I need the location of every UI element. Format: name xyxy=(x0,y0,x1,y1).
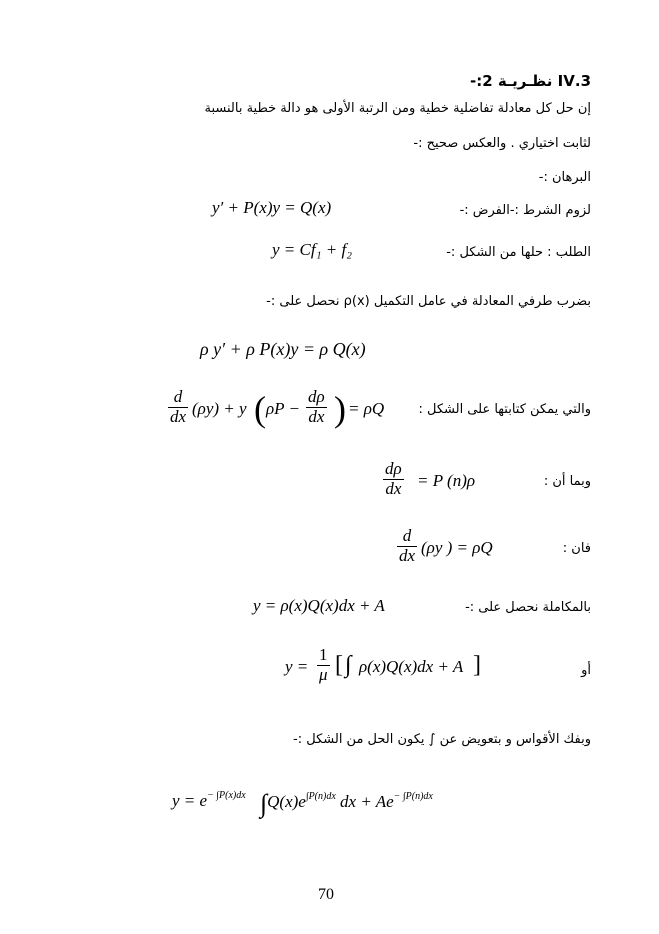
write-label: والتي يمكن كتابتها على الشكل : xyxy=(418,402,591,417)
required-label: الطلب : حلها من الشكل :- xyxy=(446,245,591,260)
integrate-label: بالمكاملة نحصل على :- xyxy=(465,600,591,615)
required-equation: y = Cf₁ + f₂ xyxy=(272,240,353,259)
assumption-label: لزوم الشرط :-الفرض :- xyxy=(459,203,591,218)
assumption-equation: y′ + P(x)y = Q(x) xyxy=(212,198,332,217)
equation-rho: ρ y′ + ρ P(x)y = ρ Q(x) xyxy=(200,339,366,359)
integrated-equation: y = ρ(x)Q(x)dx + A xyxy=(253,596,385,615)
intro-line-1: إن حل كل معادلة تفاضلية خطية ومن الرتبة الأولى هو دالة خطية بالنسبة xyxy=(204,101,591,116)
equation-mu-form: y = $\frac{1}{\mu}$ [ ∫ ρ(x)Q(x)dx + A ] xyxy=(285,645,481,684)
page-number: 70 xyxy=(318,886,334,903)
theorem-title: 3.IV نظـريـة 2:- xyxy=(469,72,591,90)
then-label: فان : xyxy=(562,541,591,556)
multiply-text: بضرب طرفي المعادلة في عامل التكميل ρ(x) نحصل على :- xyxy=(266,294,591,309)
since-label: وبما أن : xyxy=(543,474,591,489)
or-label: أو xyxy=(581,663,591,678)
intro-line-2: لثابت اختياري . والعكس صحيح :- xyxy=(413,136,591,151)
equation-written-form: $\frac{d}{dx}$ (ρy) + y ( ρP − $\frac{d\rho}{dx}$ ) = ρQ xyxy=(170,387,385,429)
proof-label: البرهان :- xyxy=(538,170,591,185)
equation-derivative-rho: $\frac{d\rho}{dx}$ = P (n)ρ xyxy=(385,459,476,498)
final-solution-equation: $y = e^{- \int P(x)dx}$ $\int Q(x)e^{\int P(n)dx}$ dx + $Ae^{- \int P(n)dx}$ xyxy=(172,789,433,818)
equation-derivative-rhoy: $\frac{d}{dx}$ (ρy ) = ρQ xyxy=(399,526,493,565)
brackets-text: وبفك الأقواس و بتعويض عن ∫ يكون الحل من الشكل :- xyxy=(293,732,591,747)
